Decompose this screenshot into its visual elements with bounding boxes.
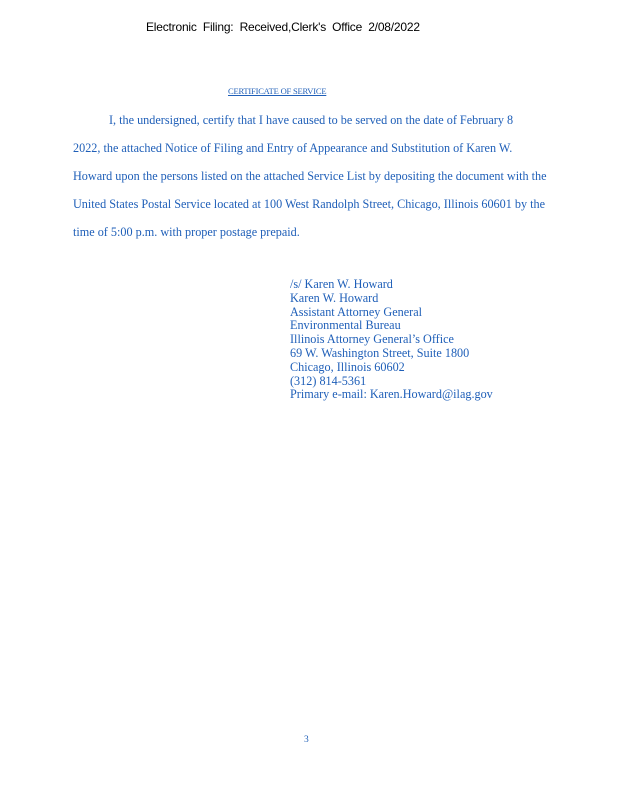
- body-line: United States Postal Service located at 100 West Randolph Street, Chicago, Illinois 60601 by the: [73, 197, 545, 211]
- signer-bureau: Environmental Bureau: [290, 318, 401, 333]
- signature-line: /s/ Karen W. Howard: [290, 277, 393, 291]
- signature-block: [290, 278, 493, 402]
- certificate-title: CERTIFICATE OF SERVICE: [228, 86, 327, 96]
- body-line: I, the undersigned, certify that I have caused to be served on the date of February 8: [109, 113, 514, 127]
- filing-stamp: Electronic Filing: Received,Clerk's Office 2/08/2022: [146, 20, 420, 34]
- signer-name: Karen W. Howard: [290, 290, 379, 305]
- page-number: 3: [304, 735, 309, 745]
- signer-street: 69 W. Washington Street, Suite 1800: [290, 345, 470, 360]
- signer-city: Chicago, Illinois 60602: [290, 359, 405, 374]
- signer-title: Assistant Attorney General: [290, 304, 423, 319]
- body-line: time of 5:00 p.m. with proper postage prepaid.: [73, 225, 300, 239]
- certificate-body: [73, 106, 573, 246]
- signer-email: Primary e-mail: Karen.Howard@ilag.gov: [290, 387, 493, 402]
- signer-phone: (312) 814-5361: [290, 373, 367, 388]
- body-line: 2022, the attached Notice of Filing and Entry of Appearance and Substitution of Karen W.: [73, 141, 513, 155]
- signer-office: Illinois Attorney General’s Office: [290, 332, 454, 347]
- body-line: Howard upon the persons listed on the attached Service List by depositing the document with the: [73, 169, 547, 183]
